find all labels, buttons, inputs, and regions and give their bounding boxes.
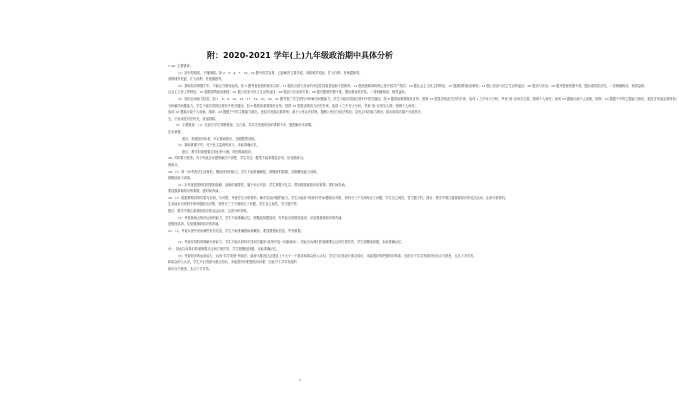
page-number: 7: [298, 378, 302, 383]
text-line: 要加强基础知识的掌握，需时间背诵。: [168, 189, 222, 194]
text-line: 29.（1）第一问考查学生读材料，概括材料的能力，学生不能准确概括，照搬材料数据，加强概括能力训练。: [168, 169, 320, 174]
text-line: 选项 23 题搞行政个人成就，排除；23 题题干中的主题能力做出，是经济发展必要规划；源于公民合法权利，提醒公民应当依法维权；没有主体的能力做出，搞行政执法属于行政机关；: [168, 110, 424, 115]
text-line: 和群众的人认识。学生只记得部分重点知识，未能很好的把握知识体系，因此对于共享发展的: [168, 260, 297, 265]
text-line: 关；⑥选项是司法机关，直接排除。: [168, 116, 219, 121]
text-line: （3）考查知识的运用能力，运用“共享发展”的知识，政府为推进社会建设上不大于一个要求和群众的人认识。学生只记得部分重点知识，未能很好的把握知识体系，因此对于共享发展的知识点不熟悉，无从下手作答。: [176, 253, 477, 258]
text-line: 法未掌握。: [168, 129, 184, 134]
text-line: 生未能针对材料中的问题给出对策，材料分三个方面给出了问题，学生自己间答，答与题不符，: [168, 202, 300, 207]
text-line: （2）本考查我国科技国情和战略、创新的重要性，属于识记内容，学生掌握不扎实，要加强基础知识的掌握，需时间背诵。: [176, 182, 348, 187]
text-line: 强练习。: [168, 162, 181, 167]
text-line: （1）常识型错误，不懂择隙，如 2、3、4、7、19、22 题中同学容易，已经解决主要矛盾、消除城乡差距、扩大权利、杜绝腐败等。: [176, 70, 363, 75]
text-line: 分析解决问题能力，学生不能有效抓住材料中的关键词，如 6 题看似重要做好宣传；排除 13 题是讲规范方法的总章，选项 1 之中对大分析，考查“他”应该怎么做；强调个人角度；: [168, 103, 418, 108]
document-title: 附：2020-2021 学年(上)九年级政治期中具体分析: [207, 51, 393, 60]
text-line: 建议：教学时加强要点知识的小测，巩固基础知识。: [182, 149, 255, 154]
text-line: 知识点不熟悉，无从下手作答。: [168, 266, 212, 271]
text-line: 建议：教学中要注重基础知识的灵活运用，注意分析材料。: [168, 209, 250, 214]
text-line: （2）基础知识掌握不牢，不能区分错误选项。如 5 题考查发展的根本目的；11 题综合国力竞争的决定性因素是创新不是教育；12 题民族精神的核心是中国共产党的；14 题社会主义民主的特征；15 题我国的政治制度；21 题公民参与民主生活的途径；26 题治与法治；28 题对题意把握不准，题治重视依法性。二者相辅相成、相得益彰。: [176, 83, 648, 88]
text-line: 1-26. 主要错误：: [168, 64, 193, 68]
text-line: 社会主义民主的特征；15 题我国的政治制度；21 题公民参与民主生活的途径；26 题治与法治的关系；28 题对题意把握不准，题治重视依法性。二者相辅相成、相得益彰。: [168, 90, 408, 95]
text-line: 31.（1）考查从图中获取哪些有效信息，学生不能准确提取和概括，要加强提取信息，罗列数据。: [168, 228, 304, 233]
text-line: 建议：构建知识体系，牢记基础知识，加强题型训练。: [182, 136, 258, 141]
document-body: [168, 63, 679, 272]
text-line: 28. 对时事不熟悉，对于时政点评题的解法不清楚，学生对这一题型不能掌握及应用，应加强练习。: [168, 156, 306, 161]
text-line: 27. 主要错误：（1）在部分学生判断错误，交白卷，对共享发展的知识掌握不牢，题型解法未掌握。: [176, 123, 315, 128]
text-line: （2）考查对材料的理解分析能力，学生不能从材料中找到关键词“改革开放”“创新驱动”，因此告诉我们的道理要从这两方面作答，学生照搬选择题，未能准确记忆。: [176, 240, 405, 245]
text-line: （2）考查基础点知识运用的能力，学生不能准确记忆，照搬选择题选项，有些甚至是错误选项，应加强基础知识的背诵。: [176, 215, 345, 220]
text-line: 是错误选项，应加强基础知识的背诵。: [168, 222, 222, 227]
text-line: （2）基础掌握不牢，对于民主监督的意义，未能准确记忆。: [176, 143, 260, 148]
text-line: 30.（1）根据观察到的结果写东西，写对策，考查学生分析材料，解决实际问题的能力，学生未能针对材料中的问题给出对策，材料分三个方面给出了问题，学生自己间答，答与题不符，建议：教学中要注重基础知识的灵活运用，注意分析材料。: [168, 195, 508, 200]
text-line: 强概括能力训练。: [168, 176, 194, 181]
text-line: 消除城乡差距、扩大权利、杜绝腐败等。: [168, 77, 225, 82]
text-line: 动”，因此告诉我们的道理要从这两方面作答，学生照搬选择题，未能准确记忆。: [168, 247, 280, 252]
text-line: （3）知识运用能力较差。如 1、6、8、10、13、17、19、23、24、25 题考查了学生材料分析解决问题能力，学生不能有效抓住材料中的关键词，如 6 题看似重要做好宣传；排除 13 题是讲规范方法的总章，选项 1 之中对大分析，考查“他”应该怎么做；强调个人角度；选项 23 题搞行政个人成就，排除；23 题题干中的主题能力做出，是经济发展必要规划；: [176, 96, 679, 101]
